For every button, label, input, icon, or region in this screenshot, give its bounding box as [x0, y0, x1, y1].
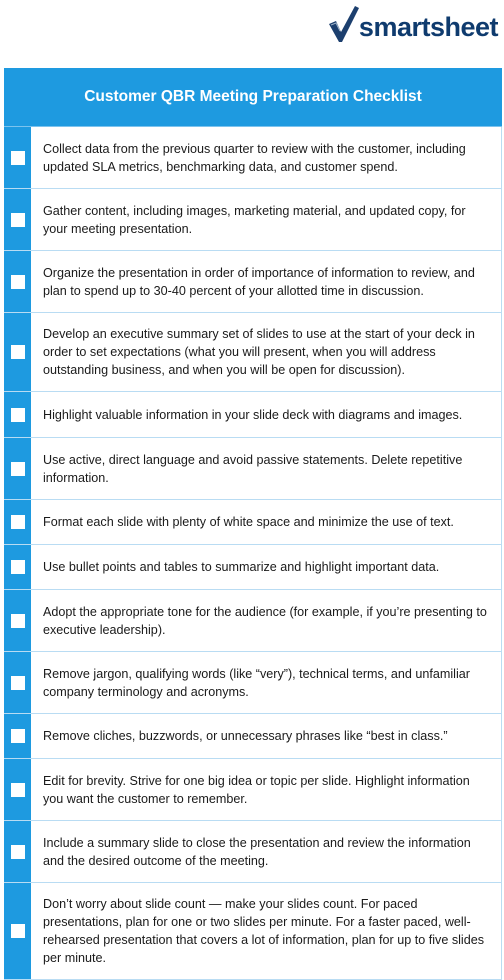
checklist-item-text: Edit for brevity. Strive for one big idea or topic per slide. Highlight information you want the customer to remember.	[31, 759, 502, 820]
checkbox-cell	[4, 392, 31, 437]
checklist-item-text: Use active, direct language and avoid passive statements. Delete repetitive information.	[31, 438, 502, 499]
checklist-item-text: Use bullet points and tables to summarize and highlight important data.	[31, 545, 502, 589]
checkmark-logo-icon	[327, 4, 361, 44]
checklist-item-text: Adopt the appropriate tone for the audience (for example, if you’re presenting to executive leadership).	[31, 590, 502, 651]
checkbox-cell	[4, 652, 31, 713]
checkbox[interactable]	[11, 515, 25, 529]
checklist-row	[4, 500, 502, 545]
checkbox-cell	[4, 883, 31, 979]
checklist-row	[4, 438, 502, 500]
checkbox-cell	[4, 251, 31, 312]
checkbox-cell	[4, 189, 31, 250]
checklist-row	[4, 545, 502, 590]
logo-wordmark: smartsheet	[358, 11, 498, 42]
checkbox-cell	[4, 500, 31, 544]
checkbox-cell	[4, 821, 31, 882]
checklist-row	[4, 652, 502, 714]
checklist-row	[4, 127, 502, 189]
checklist-item-text: Gather content, including images, marketing material, and updated copy, for your meeting presentation.	[31, 189, 502, 250]
checkbox-cell	[4, 590, 31, 651]
checkbox[interactable]	[11, 345, 25, 359]
checklist-row	[4, 189, 502, 251]
checklist-row	[4, 759, 502, 821]
checklist-item-text: Collect data from the previous quarter to review with the customer, including updated SLA metrics, benchmarking data, and customer spend.	[31, 127, 502, 188]
checkbox[interactable]	[11, 408, 25, 422]
checkbox[interactable]	[11, 924, 25, 938]
checklist-item-text: Don’t worry about slide count — make your slides count. For paced presentations, plan for one or two slides per minute. For a faster paced, well-rehearsed presentation that covers a lot of information, plan for up to five slides per minute.	[31, 883, 502, 979]
checklist-row	[4, 313, 502, 392]
checklist-title: Customer QBR Meeting Preparation Checklist	[84, 88, 422, 105]
checkbox-cell	[4, 714, 31, 758]
checklist-header	[4, 68, 502, 127]
checklist-item-text: Format each slide with plenty of white space and minimize the use of text.	[31, 500, 502, 544]
checkbox[interactable]	[11, 676, 25, 690]
checkbox[interactable]	[11, 729, 25, 743]
checkbox[interactable]	[11, 560, 25, 574]
smartsheet-logo	[327, 4, 498, 44]
checklist-row	[4, 883, 502, 980]
checklist-row	[4, 392, 502, 438]
checkbox-cell	[4, 313, 31, 391]
checklist-item-text: Develop an executive summary set of slides to use at the start of your deck in order to set expectations (what you will present, when you will address outstanding business, and when you will be open for discussion).	[31, 313, 502, 391]
checklist-row	[4, 714, 502, 759]
checkbox[interactable]	[11, 151, 25, 165]
checklist-table	[4, 68, 502, 980]
checklist-row	[4, 251, 502, 313]
checkbox-cell	[4, 438, 31, 499]
checkbox[interactable]	[11, 462, 25, 476]
checkbox[interactable]	[11, 783, 25, 797]
checkbox-cell	[4, 127, 31, 188]
checklist-item-text: Highlight valuable information in your slide deck with diagrams and images.	[31, 392, 502, 437]
checklist-item-text: Organize the presentation in order of importance of information to review, and plan to spend up to 30-40 percent of your allotted time in discussion.	[31, 251, 502, 312]
checkbox[interactable]	[11, 275, 25, 289]
checkbox-cell	[4, 759, 31, 820]
checkbox[interactable]	[11, 614, 25, 628]
checklist-item-text: Include a summary slide to close the presentation and review the information and the desired outcome of the meeting.	[31, 821, 502, 882]
checkbox[interactable]	[11, 213, 25, 227]
checklist-item-text: Remove jargon, qualifying words (like “very”), technical terms, and unfamiliar company terminology and acronyms.	[31, 652, 502, 713]
checklist-item-text: Remove cliches, buzzwords, or unnecessary phrases like “best in class.”	[31, 714, 502, 758]
checklist-row	[4, 821, 502, 883]
checkbox[interactable]	[11, 845, 25, 859]
checkbox-cell	[4, 545, 31, 589]
checklist-row	[4, 590, 502, 652]
